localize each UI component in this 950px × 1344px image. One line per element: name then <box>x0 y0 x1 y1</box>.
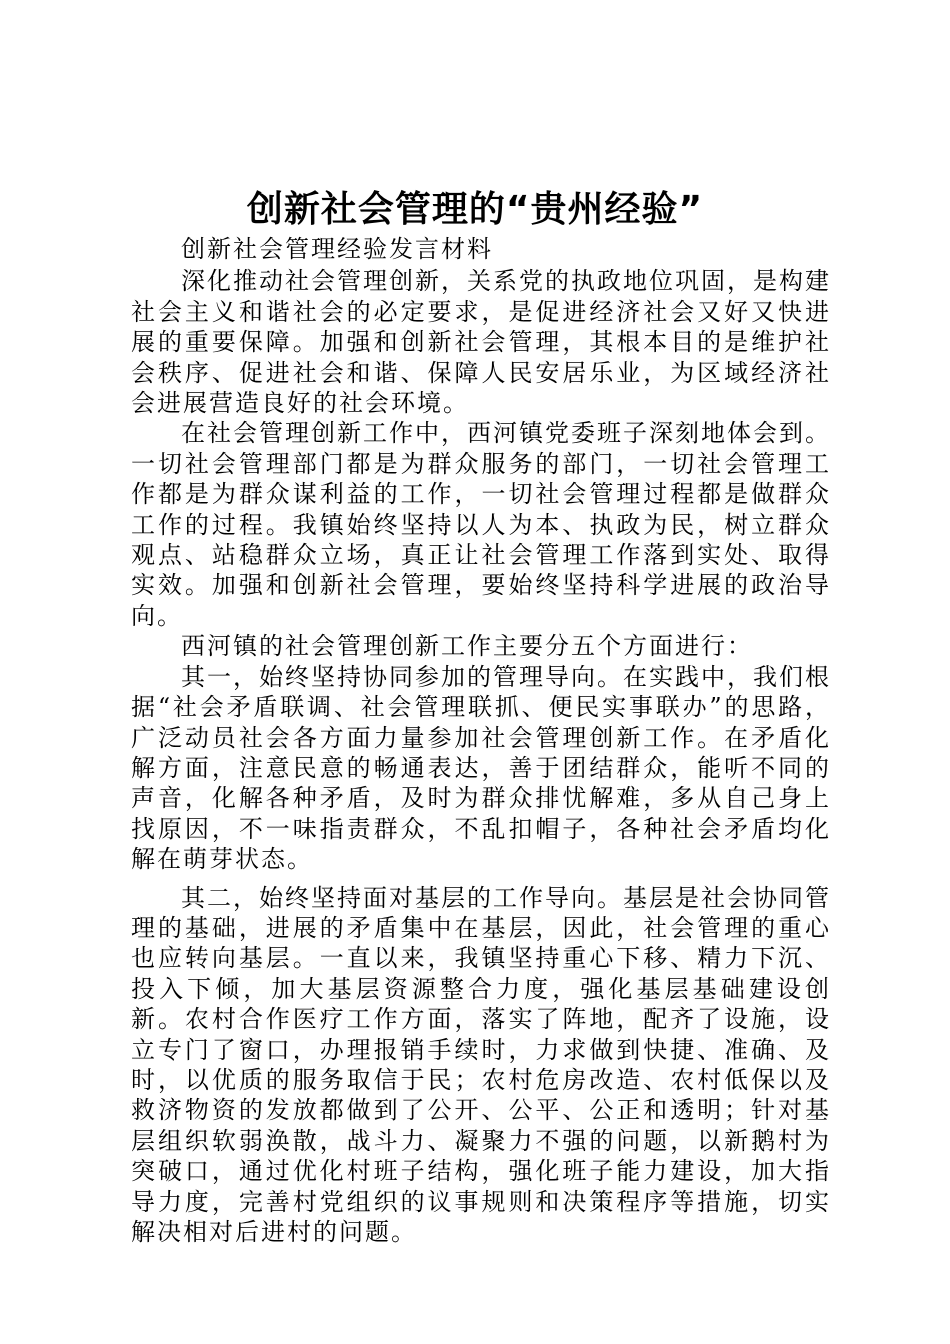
document-body <box>131 234 831 1247</box>
body-paragraph: 深化推动社会管理创新，关系党的执政地位巩固，是构建社会主义和谐社会的必定要求，是促进经济社会又好又快进展的重要保障。加强和创新社会管理，其根本目的是维护社会秩序、促进社会和谐、保障人民安居乐业，为区域经济社会进展营造良好的社会环境。 <box>131 267 831 418</box>
body-paragraph: 在社会管理创新工作中，西河镇党委班子深刻地体会到。一切社会管理部门都是为群众服务的部门，一切社会管理工作都是为群众谋利益的工作，一切社会管理过程都是做群众工作的过程。我镇始终坚持以人为本、执政为民，树立群众观点、站稳群众立场，真正让社会管理工作落到实处、取得实效。加强和创新社会管理，要始终坚持科学进展的政治导向。 <box>131 419 831 630</box>
subtitle-paragraph: 创新社会管理经验发言材料 <box>181 235 493 263</box>
body-paragraph: 其二，始终坚持面对基层的工作导向。基层是社会协同管理的基础，进展的矛盾集中在基层，因此，社会管理的重心也应转向基层。一直以来，我镇坚持重心下移、精力下沉、投入下倾，加大基层资源整合力度，强化基层基础建设创新。农村合作医疗工作方面，落实了阵地，配齐了设施，设立专门了窗口，办理报销手续时，力求做到快捷、准确、及时，以优质的服务取信于民；农村危房改造、农村低保以及救济物资的发放都做到了公开、公平、公正和透明；针对基层组织软弱涣散，战斗力、凝聚力不强的问题，以新鹅村为突破口，通过优化村班子结构，强化班子能力建设，加大指导力度，完善村党组织的议事规则和决策程序等措施，切实解决相对后进村的问题。 <box>131 883 831 1246</box>
document-title: 创新社会管理的“贵州经验” <box>246 189 704 230</box>
body-paragraph: 其一，始终坚持协同参加的管理导向。在实践中，我们根据“社会矛盾联调、社会管理联抓、便民实事联办”的思路，广泛动员社会各方面力量参加社会管理创新工作。在矛盾化解方面，注意民意的畅通表达，善于团结群众，能听不同的声音，化解各种矛盾，及时为群众排忧解难，多从自己身上找原因，不一味指责群众，不乱扣帽子，各种社会矛盾均化解在萌芽状态。 <box>131 662 831 874</box>
body-paragraph: 西河镇的社会管理创新工作主要分五个方面进行： <box>181 632 753 661</box>
